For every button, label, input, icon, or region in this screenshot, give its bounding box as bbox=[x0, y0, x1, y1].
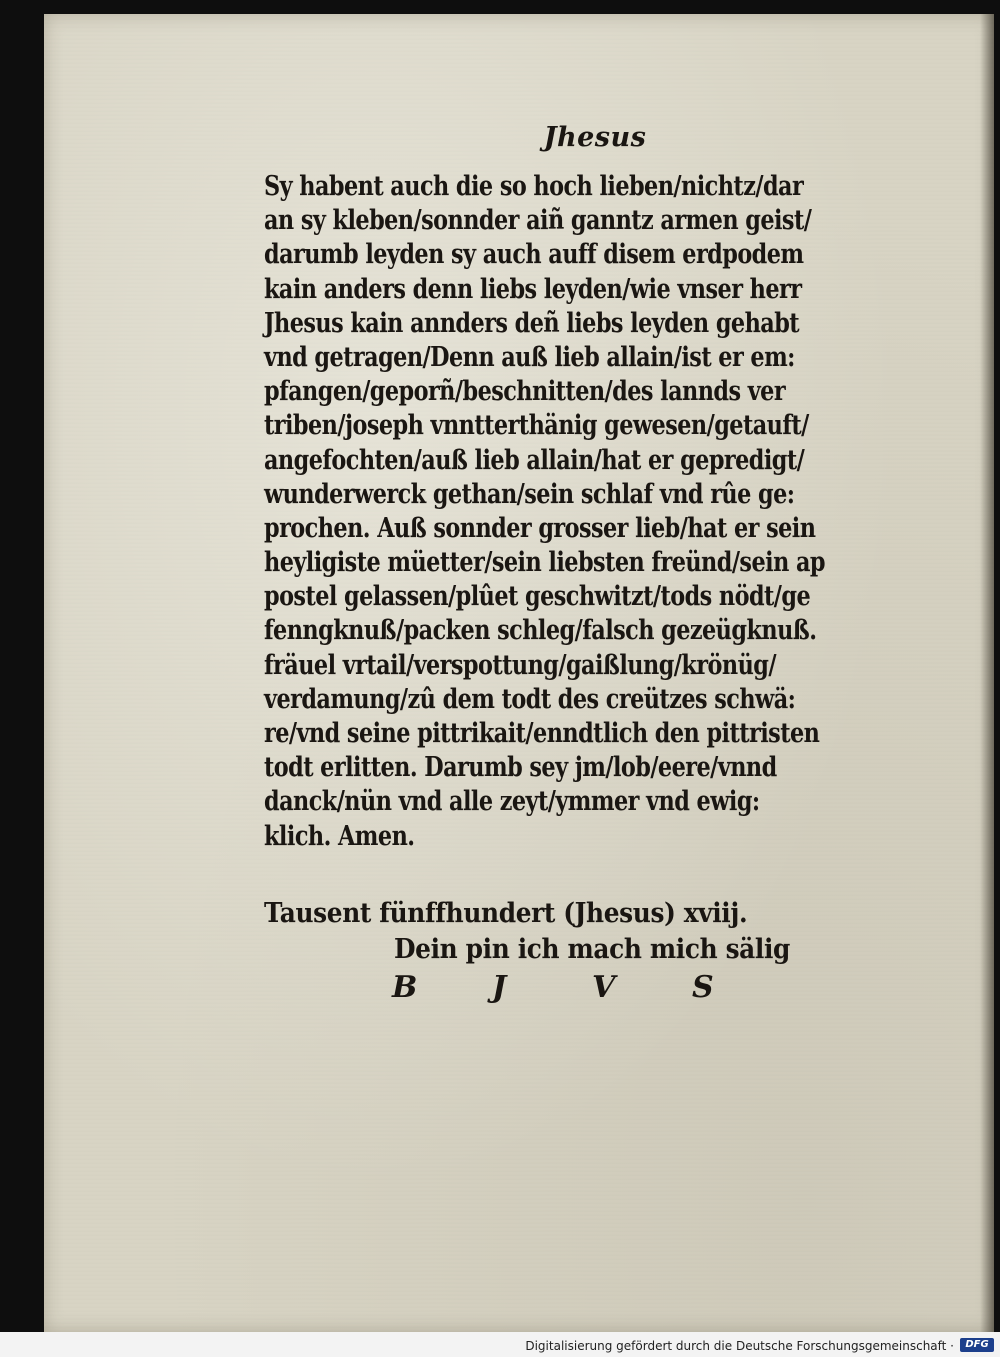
initial-letter: J bbox=[492, 969, 507, 1005]
text-line: Jhesus kain annders deñ liebs leyden gehabt bbox=[264, 307, 800, 339]
text-line: danck/nün vnd alle zeyt/ymmer vnd ewig: bbox=[264, 786, 760, 818]
text-line: fräuel vrtail/verspottung/gaißlung/krönüg/ bbox=[264, 649, 776, 681]
dfg-logo-icon: DFG bbox=[960, 1338, 994, 1352]
colophon bbox=[264, 896, 884, 1008]
initial-letter: S bbox=[692, 969, 714, 1005]
text-line: triben/joseph vnntterthänig gewesen/getauft/ bbox=[264, 410, 809, 442]
text-line: verdamung/zû dem todt des creützes schwä: bbox=[264, 683, 796, 715]
colophon-initials bbox=[392, 968, 884, 1008]
text-line: angefochten/auß lieb allain/hat er gepredigt/ bbox=[264, 444, 805, 476]
text-line: todt erlitten. Darumb sey jm/lob/eere/vnnd bbox=[264, 752, 777, 784]
running-head: Jhesus bbox=[543, 122, 647, 153]
page-edge-shadow bbox=[980, 14, 994, 1332]
text-block bbox=[264, 112, 884, 1008]
text-line: re/vnd seine pittrikait/enndtlich den pittristen bbox=[264, 718, 820, 749]
text-line: heyligiste müetter/sein liebsten freünd/sein ap bbox=[264, 547, 825, 579]
text-line: postel gelassen/plûet geschwitzt/tods nödt/ge bbox=[264, 581, 811, 613]
funding-credit: Digitalisierung gefördert durch die Deutsche Forschungsgemeinschaft · bbox=[525, 1339, 954, 1353]
text-line: pfangen/geporñ/beschnitten/des lannds ver bbox=[264, 376, 786, 408]
text-line: klich. Amen. bbox=[264, 820, 415, 852]
body-text bbox=[264, 170, 884, 854]
colophon-date-line: Tausent fünffhundert (Jhesus) xviij. bbox=[264, 897, 748, 929]
text-line: prochen. Auß sonnder grosser lieb/hat er sein bbox=[264, 512, 816, 544]
text-line: Sy habent auch die so hoch lieben/nichtz/dar bbox=[264, 171, 804, 202]
text-line: darumb leyden sy auch auff disem erdpodem bbox=[264, 239, 804, 271]
text-line: vnd getragen/Denn auß lieb allain/ist er em: bbox=[264, 341, 795, 373]
text-line: an sy kleben/sonnder aiñ ganntz armen geist/ bbox=[264, 205, 812, 237]
book-page bbox=[44, 14, 994, 1332]
text-line: wunderwerck gethan/sein schlaf vnd rûe ge: bbox=[264, 478, 795, 510]
text-line: kain anders denn liebs leyden/wie vnser herr bbox=[264, 273, 802, 305]
text-line: fenngknuß/packen schleg/falsch gezeügknuß. bbox=[264, 615, 817, 647]
initial-letter: V bbox=[592, 969, 616, 1005]
footer-bar bbox=[0, 1332, 1000, 1357]
initial-letter: B bbox=[392, 969, 418, 1005]
colophon-motto-line: Dein pin ich mach mich sälig bbox=[394, 933, 791, 965]
